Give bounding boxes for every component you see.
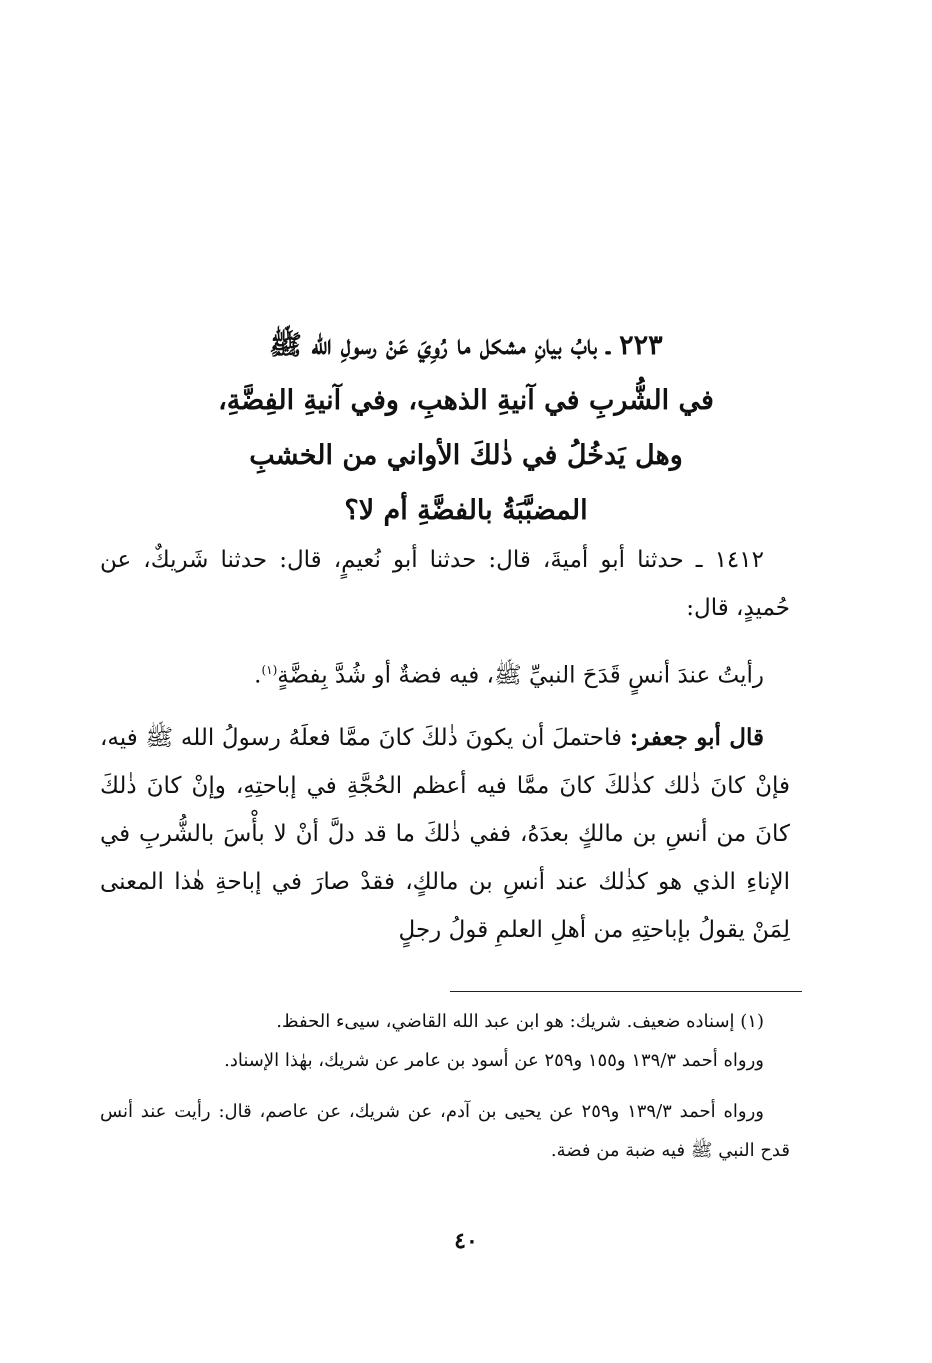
- hadith-isnad: ١٤١٢ ـ حدثنا أبو أميةَ، قال: حدثنا أبو نُعيمٍ، قال: حدثنا شَريكٌ، عن حُميدٍ، قال:: [100, 547, 790, 621]
- footnote-separator: [450, 991, 802, 992]
- chapter-heading: [150, 318, 782, 538]
- hadith-matn-end: .: [254, 662, 262, 689]
- footnote-1-line-1: (١) إسناده ضعيف. شريك: هو ابن عبد الله القاضي، سيىء الحفظ.: [276, 1011, 764, 1032]
- commentary-paragraph: [100, 714, 790, 954]
- footnotes: [100, 1002, 790, 1170]
- chapter-heading-line-3: وهل يَدخُلُ في ذٰلكَ الأواني من الخشبِ: [249, 440, 683, 471]
- main-text: [100, 536, 790, 954]
- chapter-heading-line-4: المضبَّبَةُ بالفضَّةِ أم لا؟: [344, 495, 588, 526]
- hadith-matn: [100, 646, 790, 700]
- footnote-1-line-2: ورواه أحمد ١٣٩/٣ و١٥٥ و٢٥٩ عن أسود بن عامر عن شريك، بهٰذا الإسناد.: [224, 1050, 764, 1071]
- chapter-heading-line-1: ٢٢٣ ـ بابُ بيانِ مشكل ما رُوِيَ عَنْ رسولِ الله ﷺ: [269, 330, 663, 361]
- commentary-text: فاحتملَ أن يكونَ ذٰلكَ كانَ ممَّا فعلَهُ رسولُ الله ﷺ فيه، فإنْ كانَ ذٰلك كذٰلكَ كانَ ممَّا فيه أعظم الحُجَّةِ في إباحتِهِ، وإنْ كانَ ذٰلكَ كانَ من أنسِ بن مالكٍ بعدَهُ، ففي ذٰلكَ ما قد دلَّ أنْ لا بأْسَ بالشُّربِ في الإناءِ الذي هو كذٰلك عند أنسِ بن مالكٍ، فقدْ صارَ في إباحةِ هٰذا المعنى لِمَنْ يقولُ بإباحتِهِ من أهلِ العلمِ قولُ رجلٍ: [100, 724, 790, 943]
- commentary-speaker: قال أبو جعفر:: [629, 723, 764, 751]
- page-number: ٤٠: [454, 1228, 478, 1254]
- chapter-heading-line-2: في الشُّربِ في آنيةِ الذهبِ، وفي آنيةِ الفِضَّةِ،: [218, 385, 714, 416]
- footnote-reference: (١): [261, 663, 278, 677]
- footnote-1-line-3: ورواه أحمد ١٣٩/٣ و٢٥٩ عن يحيى بن آدم، عن شريك، عن عاصم، قال: رأيت عند أنس قدح النبي ﷺ فيه ضبة من فضة.: [100, 1101, 790, 1161]
- hadith-matn-text: رأيتُ عندَ أنسٍ قَدَحَ النبيِّ ﷺ، فيه فضةٌ أو شُدَّ بِفضَّةٍ: [277, 662, 764, 689]
